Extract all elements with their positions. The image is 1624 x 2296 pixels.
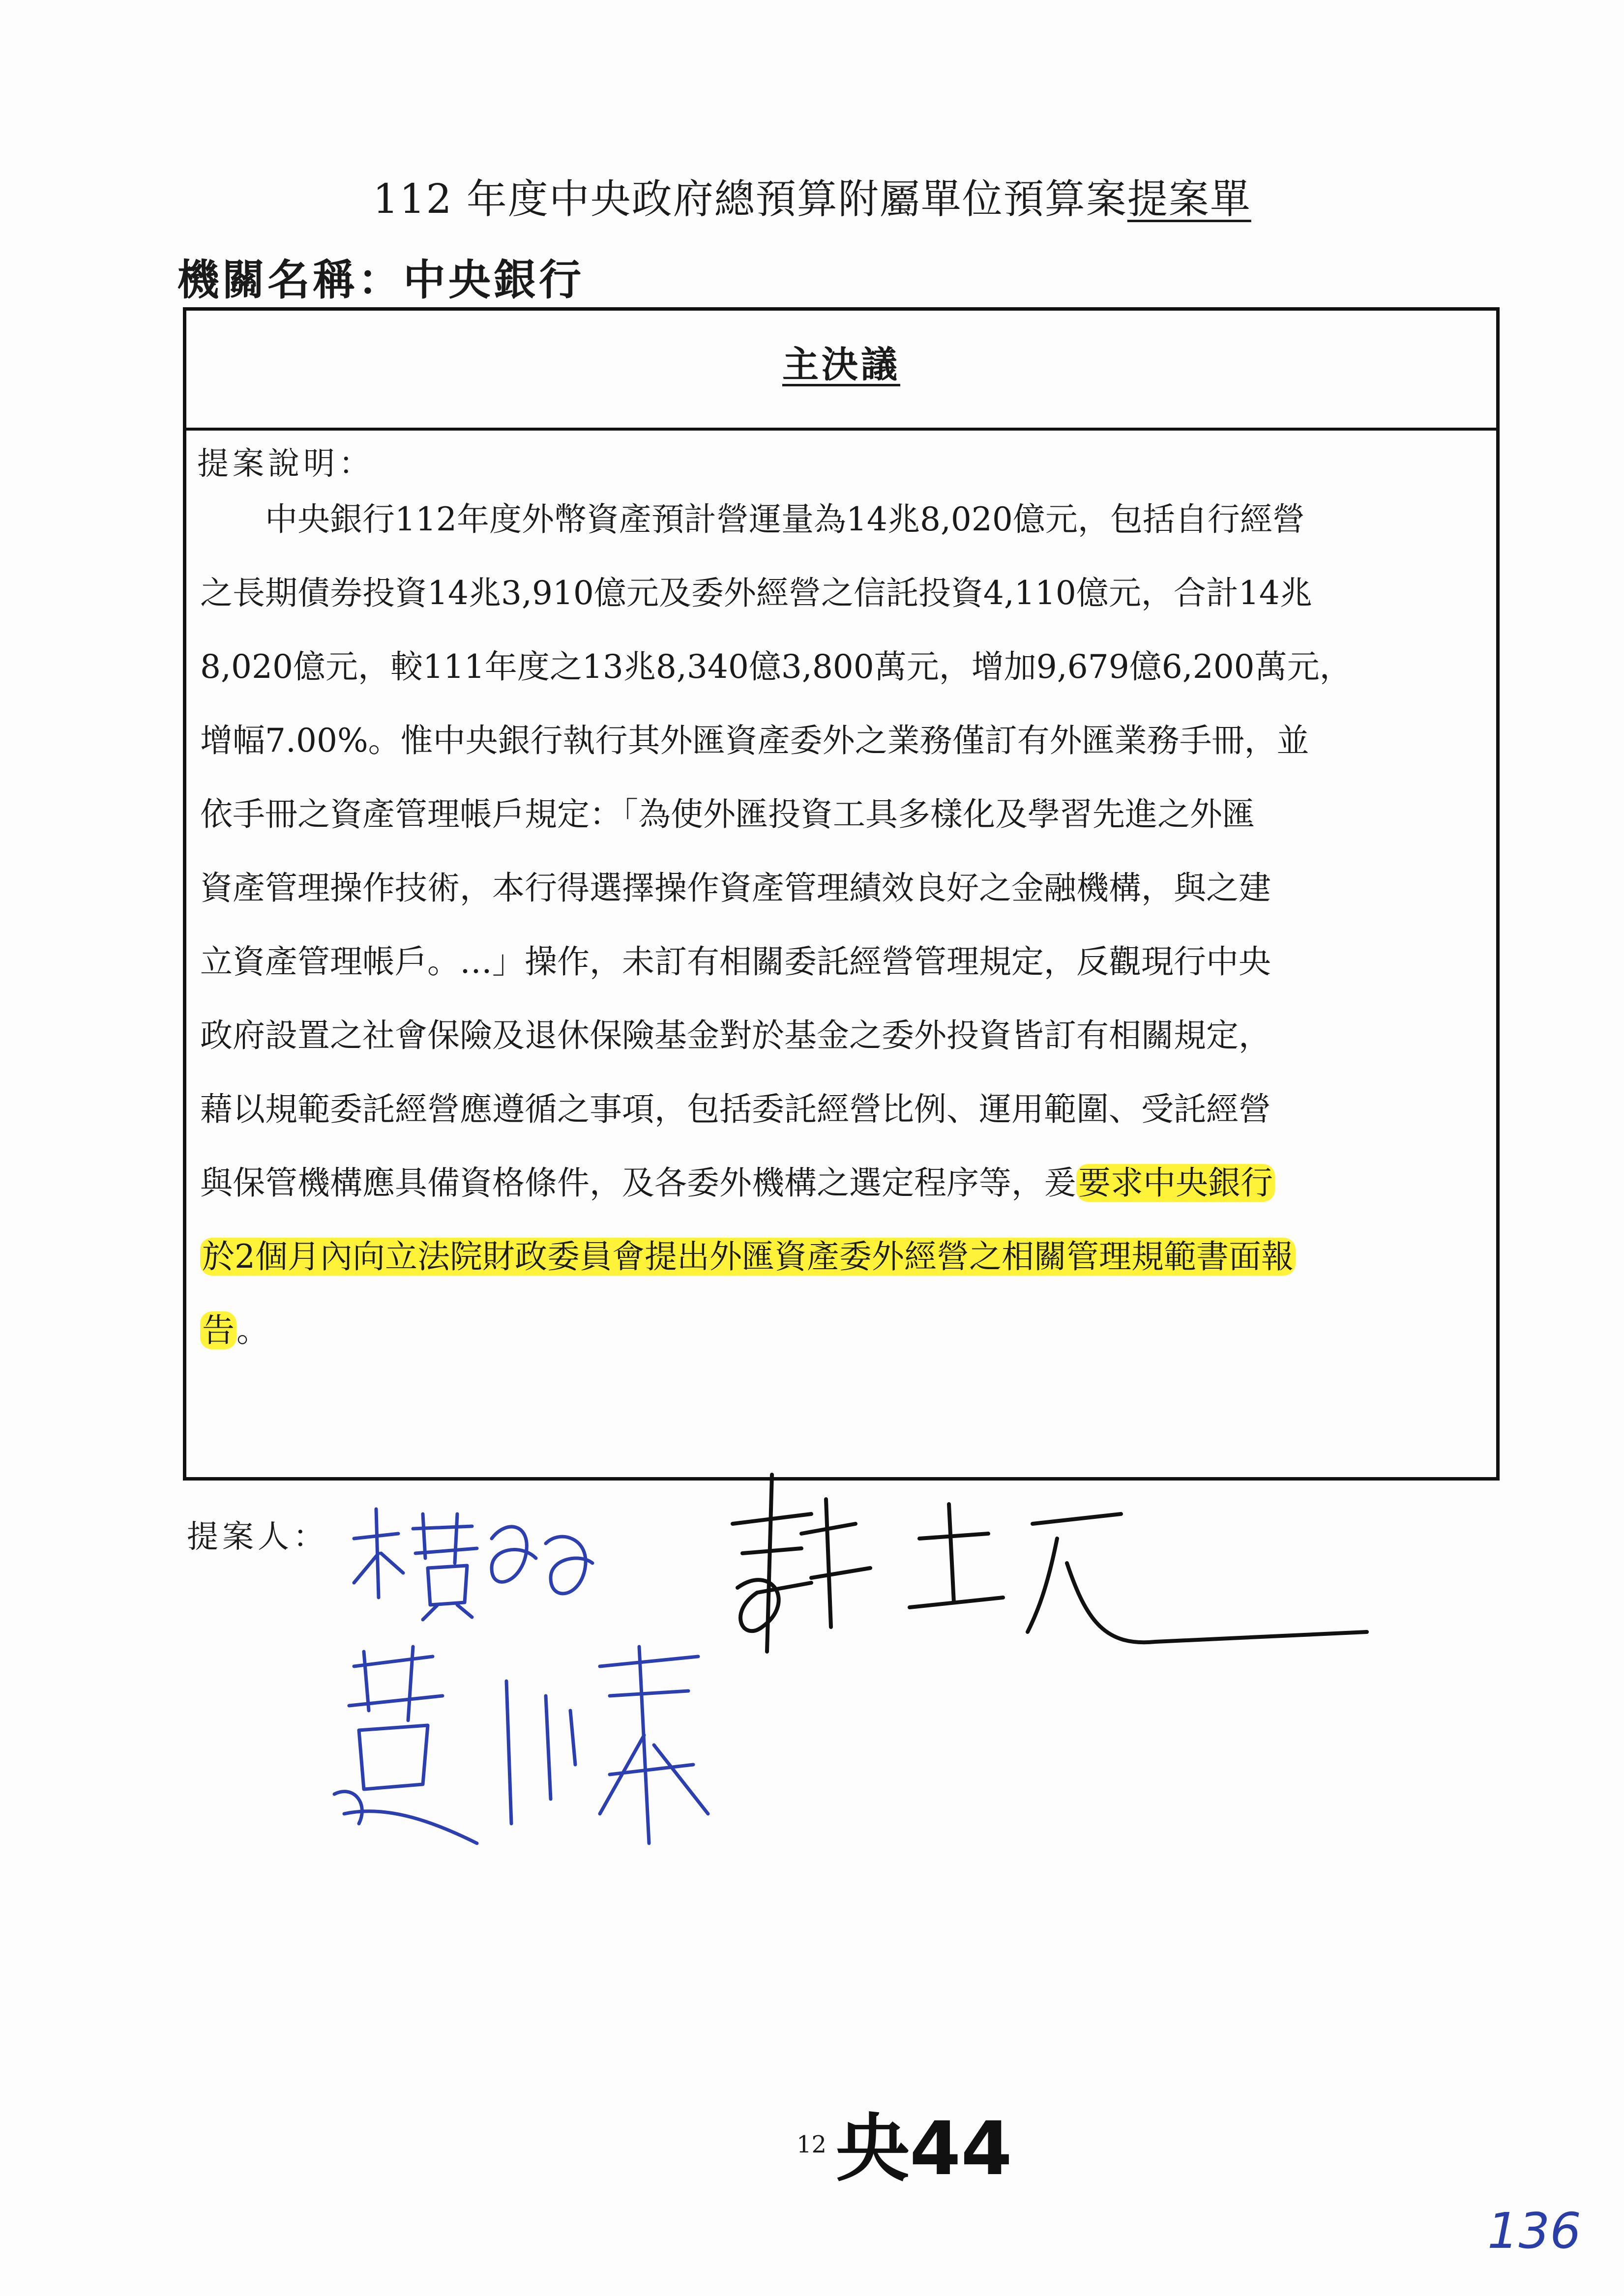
proposer-label: 提案人： <box>187 1519 328 1555</box>
body-line: 立資產管理帳戶。…」操作，未訂有相關委託經營管理規定，反觀現行中央 <box>200 943 1271 981</box>
explanation-label: 提案說明： <box>197 446 374 482</box>
handwritten-annotation: 央44 <box>836 2106 1012 2192</box>
resolution-box <box>183 307 1500 1481</box>
highlighted-text: 於2個月內向立法院財政委員會提出外匯資產委外經營之相關管理規範書面報 <box>200 1238 1296 1276</box>
document-title-main: 112 年度中央政府總預算附屬單位預算案 <box>373 176 1127 223</box>
body-text: 。 <box>236 1311 269 1349</box>
body-line: 8,020億元，較111年度之13兆8,340億3,800萬元，增加9,679億6,200萬元， <box>200 648 1352 686</box>
blue-signature-2 <box>315 1637 718 1863</box>
highlighted-text: 要求中央銀行 <box>1076 1164 1275 1202</box>
resolution-header <box>186 311 1496 431</box>
body-line: 政府設置之社會保險及退休保險基金對於基金之委外投資皆訂有相關規定， <box>200 1017 1271 1054</box>
resolution-header-text: 主決議 <box>782 344 900 386</box>
document-title-underlined: 提案單 <box>1127 176 1251 223</box>
body-line: 增幅7.00%。惟中央銀行執行其外匯資產委外之業務僅訂有外匯業務手冊，並 <box>200 722 1309 759</box>
body-line: 中央銀行112年度外幣資產預計營運量為14兆8,020億元，包括自行經營 <box>200 500 1305 538</box>
body-line <box>200 1235 1484 1279</box>
blue-signature-1 <box>344 1499 600 1622</box>
agency-name: 機關名稱：中央銀行 <box>177 255 584 305</box>
body-line: 資產管理操作技術，本行得選擇操作資產管理績效良好之金融機構，與之建 <box>200 869 1271 907</box>
body-line <box>200 1161 1484 1205</box>
highlighted-text: 告 <box>200 1311 236 1349</box>
body-line <box>200 1308 1484 1353</box>
handwritten-page-number: 136 <box>1487 2202 1581 2260</box>
body-line: 依手冊之資產管理帳戶規定：「為使外匯投資工具多樣化及學習先進之外匯 <box>200 795 1255 833</box>
body-text: 與保管機構應具備資格條件，及各委外機構之選定程序等，爰 <box>200 1164 1076 1202</box>
black-signature <box>713 1465 1382 1671</box>
page-number: 12 <box>797 2131 827 2158</box>
body-line: 之長期債券投資14兆3,910億元及委外經營之信託投資4,110億元，合計14兆 <box>200 574 1312 612</box>
document-title <box>0 167 1624 225</box>
body-line: 藉以規範委託經營應遵循之事項，包括委託經營比例、運用範圍、受託經營 <box>200 1090 1271 1128</box>
